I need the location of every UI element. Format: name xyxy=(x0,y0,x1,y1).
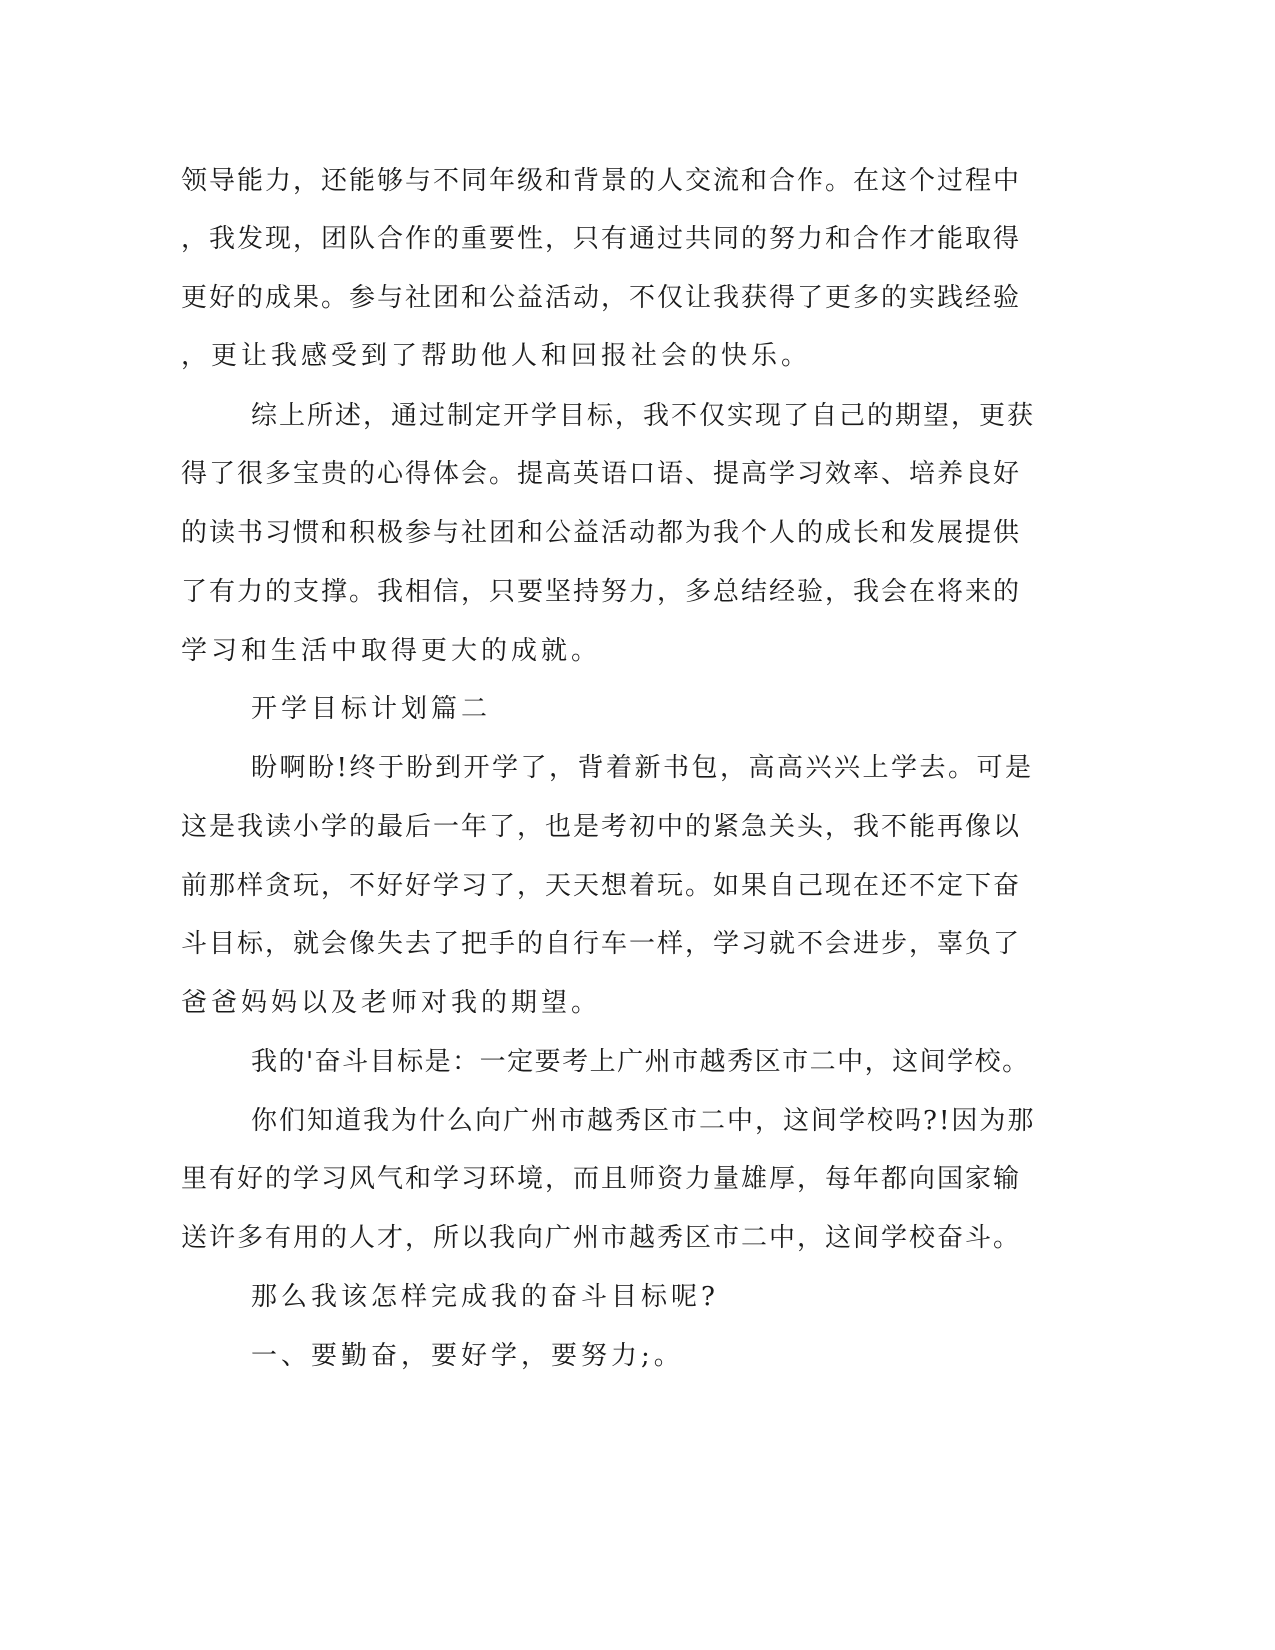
text-line: 的读书习惯和积极参与社团和公益活动都为我个人的成长和发展提供 xyxy=(181,518,1022,548)
text-line: 爸爸妈妈以及老师对我的期望。 xyxy=(181,988,602,1018)
text-line: 得了很多宝贵的心得体会。提高英语口语、提高学习效率、培养良好 xyxy=(181,459,1022,489)
text-line: 了有力的支撑。我相信，只要坚持努力，多总结经验，我会在将来的 xyxy=(181,577,1022,607)
text-line: 领导能力，还能够与不同年级和背景的人交流和合作。在这个过程中 xyxy=(181,166,1022,196)
text-line: 综上所述，通过制定开学目标，我不仅实现了自己的期望，更获 xyxy=(251,401,1036,431)
section-heading: 开学目标计划篇二 xyxy=(251,694,492,724)
text-line: 我的'奋斗目标是：一定要考上广州市越秀区市二中，这间学校。 xyxy=(251,1047,1030,1077)
text-line: 学习和生活中取得更大的成就。 xyxy=(181,636,602,666)
text-line: 送许多有用的人才，所以我向广州市越秀区市二中，这间学校奋斗。 xyxy=(181,1223,1022,1253)
text-line: ，我发现，团队合作的重要性，只有通过共同的努力和合作才能取得 xyxy=(181,224,1022,254)
text-line: 盼啊盼!终于盼到开学了，背着新书包，高高兴兴上学去。可是 xyxy=(251,753,1034,783)
text-line: 这是我读小学的最后一年了，也是考初中的紧急关头，我不能再像以 xyxy=(181,812,1022,842)
text-line: 你们知道我为什么向广州市越秀区市二中，这间学校吗?!因为那 xyxy=(251,1106,1036,1136)
text-line: 前那样贪玩，不好好学习了，天天想着玩。如果自己现在还不定下奋 xyxy=(181,871,1022,901)
text-line: 里有好的学习风气和学习环境，而且师资力量雄厚，每年都向国家输 xyxy=(181,1164,1022,1194)
text-line: 斗目标，就会像失去了把手的自行车一样，学习就不会进步，辜负了 xyxy=(181,929,1022,959)
text-line: 一、要勤奋，要好学，要努力;。 xyxy=(251,1341,684,1371)
text-line: ，更让我感受到了帮助他人和回报社会的快乐。 xyxy=(181,341,812,371)
text-line: 那么我该怎样完成我的奋斗目标呢? xyxy=(251,1282,719,1312)
text-line: 更好的成果。参与社团和公益活动，不仅让我获得了更多的实践经验 xyxy=(181,283,1022,313)
